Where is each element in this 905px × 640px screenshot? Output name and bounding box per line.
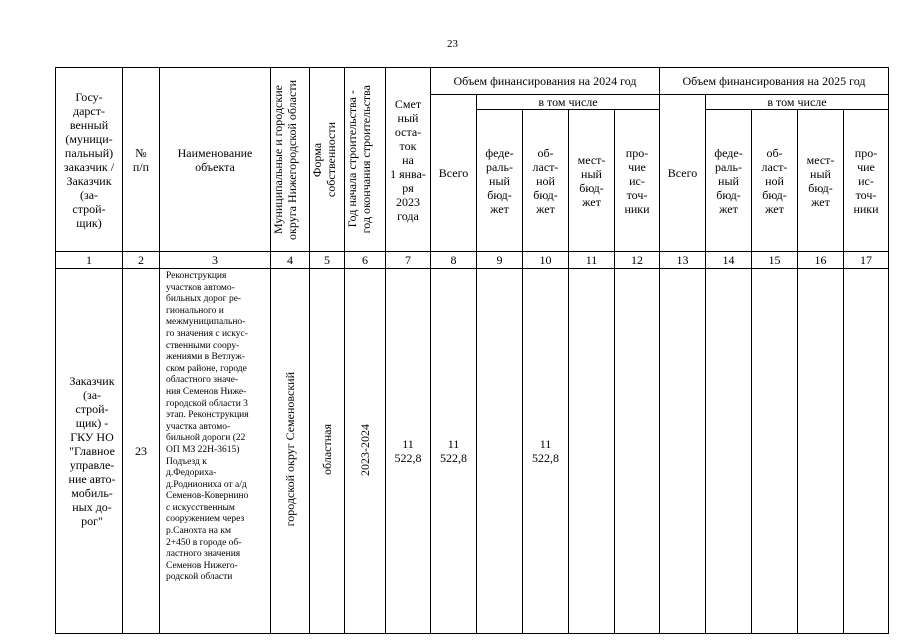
header-federal-2024: феде- раль- ный бюд- жет xyxy=(477,110,523,252)
header-fin-2024: Объем финансирования на 2024 год xyxy=(431,68,660,95)
column-number: 13 xyxy=(660,252,706,269)
cell-local-2024 xyxy=(569,269,615,634)
column-number: 1 xyxy=(56,252,123,269)
header-regional-2024: об- ласт- ной бюд- жет xyxy=(523,110,569,252)
cell-ownership: областная xyxy=(310,269,345,634)
header-estimate: Смет ный оста- ток на 1 янва- ря 2023 года xyxy=(386,68,431,252)
column-number: 5 xyxy=(310,252,345,269)
table-row xyxy=(56,269,889,634)
column-number: 8 xyxy=(431,252,477,269)
cell-federal-2025 xyxy=(706,269,752,634)
header-num: № п/п xyxy=(123,68,160,252)
cell-customer: Заказчик (за- строй- щик) - ГКУ НО "Главное управле- ние авто- мобиль- ных до- рог" xyxy=(56,269,123,634)
cell-local-2025 xyxy=(798,269,844,634)
cell-other-2025 xyxy=(844,269,889,634)
header-including-2024: в том числе xyxy=(477,95,660,110)
cell-total-2025 xyxy=(660,269,706,634)
column-number: 3 xyxy=(160,252,271,269)
financing-table xyxy=(55,67,889,634)
cell-federal-2024 xyxy=(477,269,523,634)
cell-object-name: Реконструкция участков автомо- бильных дорог ре- гионального и межмуниципально- го значения с искус- ственными соору- жениями в Ветлуж- ском районе, городе областного значе- ния Семенов Ниже- городской области 3 этап. Реконструкция участка автомо- бильной дороги (22 ОП МЗ 22Н-3615) Подъезд к д.Федориха- д.Родниониха от а/д Семенов-Ковернино с искусственным сооружением через р.Санохта на км 2+450 в городе об- ластного значения Семенов Нижего- родской области xyxy=(160,269,271,634)
column-number: 7 xyxy=(386,252,431,269)
cell-municipal: городской округ Семеновский xyxy=(271,269,310,634)
cell-years: 2023-2024 xyxy=(345,269,386,634)
column-number: 9 xyxy=(477,252,523,269)
column-number: 14 xyxy=(706,252,752,269)
cell-regional-2025 xyxy=(752,269,798,634)
column-number: 17 xyxy=(844,252,889,269)
column-numbers-row xyxy=(56,252,889,269)
header-fin-2025: Объем финансирования на 2025 год xyxy=(660,68,889,95)
header-local-2025: мест- ный бюд- жет xyxy=(798,110,844,252)
column-number: 2 xyxy=(123,252,160,269)
cell-total-2024: 11 522,8 xyxy=(431,269,477,634)
header-municipal: Муниципальные и городские округа Нижегородской области xyxy=(271,68,310,252)
header-years: Год начала строительства - год окончания строительства xyxy=(345,68,386,252)
header-ownership: Форма собственности xyxy=(310,68,345,252)
header-total-2024: Всего xyxy=(431,95,477,252)
header-local-2024: мест- ный бюд- жет xyxy=(569,110,615,252)
page-number: 23 xyxy=(447,38,458,50)
cell-num: 23 xyxy=(123,269,160,634)
cell-estimate: 11 522,8 xyxy=(386,269,431,634)
column-number: 11 xyxy=(569,252,615,269)
column-number: 16 xyxy=(798,252,844,269)
column-number: 12 xyxy=(615,252,660,269)
header-total-2025: Всего xyxy=(660,95,706,252)
header-federal-2025: феде- раль- ный бюд- жет xyxy=(706,110,752,252)
column-number: 6 xyxy=(345,252,386,269)
header-object-name: Наименование объекта xyxy=(160,68,271,252)
header-row-1 xyxy=(56,68,889,95)
column-number: 4 xyxy=(271,252,310,269)
header-including-2025: в том числе xyxy=(706,95,889,110)
header-other-2024: про- чие ис- точ- ники xyxy=(615,110,660,252)
header-other-2025: про- чие ис- точ- ники xyxy=(844,110,889,252)
cell-other-2024 xyxy=(615,269,660,634)
column-number: 15 xyxy=(752,252,798,269)
cell-regional-2024: 11 522,8 xyxy=(523,269,569,634)
column-number: 10 xyxy=(523,252,569,269)
header-customer: Госу- дарст- венный (муници- пальный) заказчик / Заказчик (за- строй- щик) xyxy=(56,68,123,252)
header-regional-2025: об- ласт- ной бюд- жет xyxy=(752,110,798,252)
